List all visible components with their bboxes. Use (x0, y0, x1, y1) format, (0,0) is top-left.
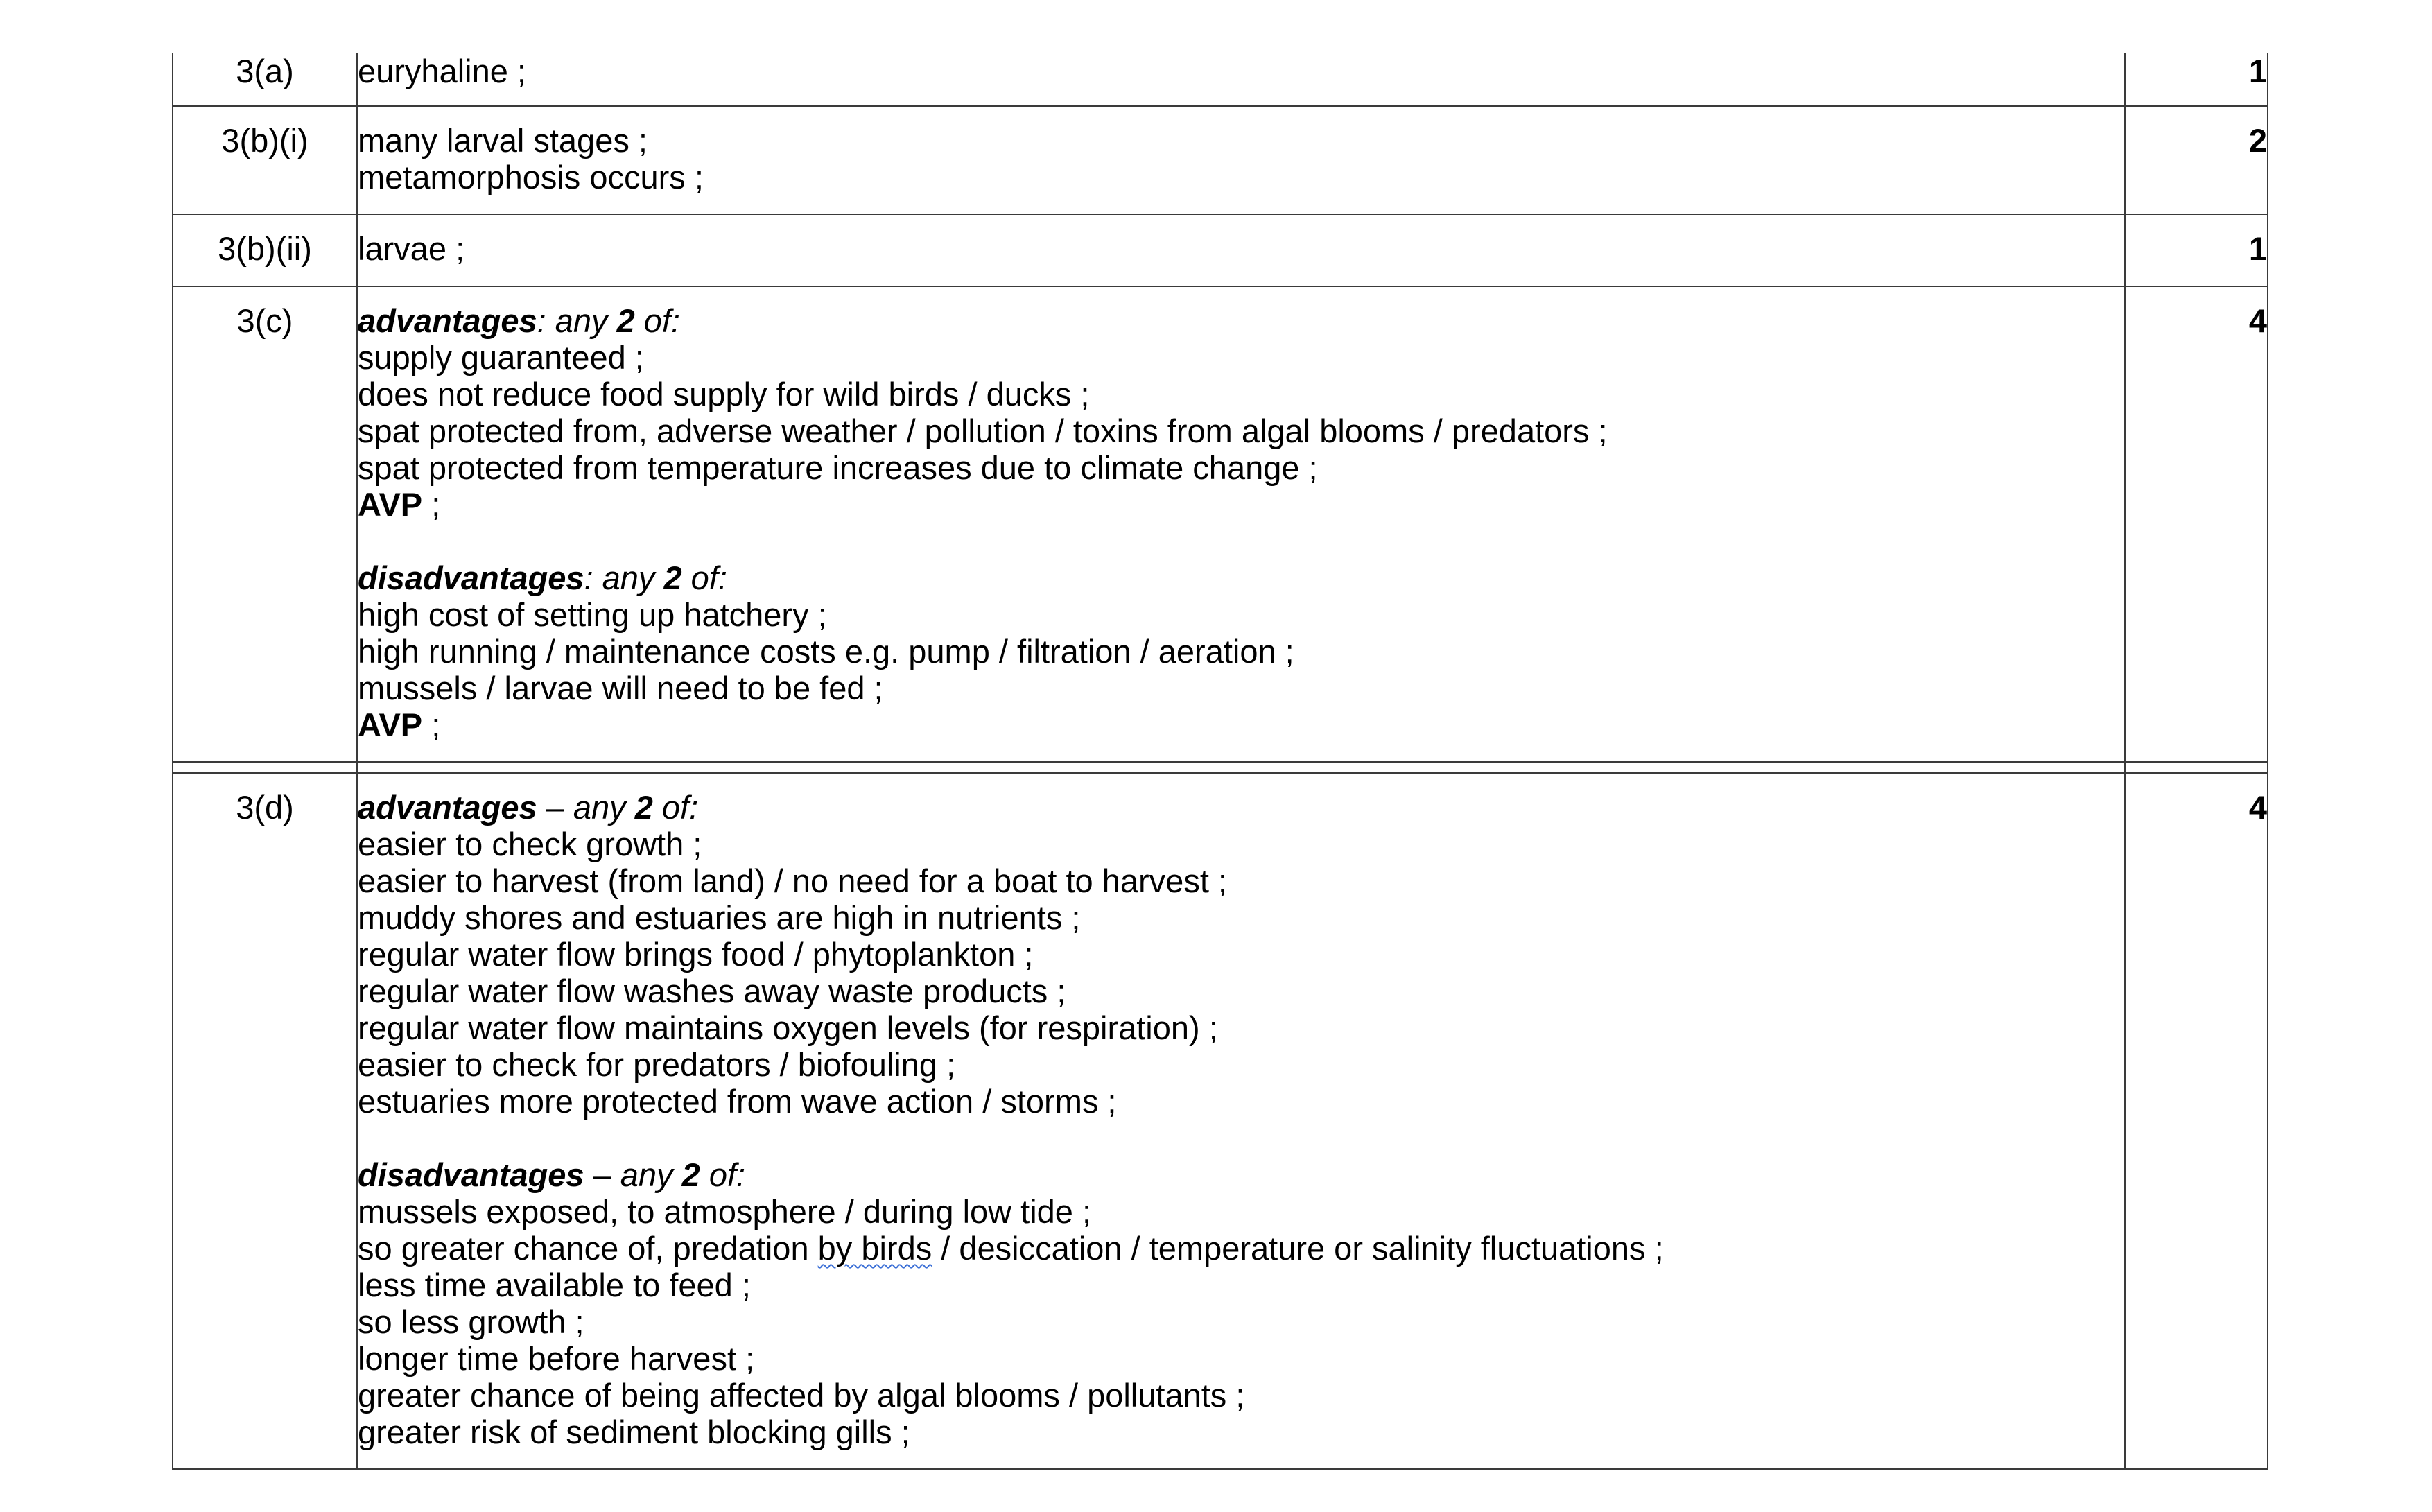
question-number: 3(d) (173, 773, 357, 1469)
answer-line: many larval stages ; (358, 122, 648, 159)
answer-line: regular water flow washes away waste products ; (358, 973, 1066, 1009)
answer-line: euryhaline ; (358, 53, 526, 89)
marks-cell: 1 (2125, 53, 2268, 106)
answer-line: mussels / larvae will need to be fed ; (358, 670, 883, 706)
answer-line: easier to check for predators / biofouling ; (358, 1046, 956, 1083)
answer-line: less time available to feed ; (358, 1267, 751, 1303)
marks-cell: 4 (2125, 286, 2268, 762)
question-number: 3(a) (173, 53, 357, 106)
question-number: 3(c) (173, 286, 357, 762)
answer-line: easier to check growth ; (358, 826, 702, 862)
answer-line: greater chance of being affected by algal blooms / pollutants ; (358, 1377, 1245, 1414)
disadvantages-heading: disadvantages – any 2 of: (358, 1156, 746, 1193)
answer-cell (357, 286, 2125, 762)
marks-cell: 1 (2125, 214, 2268, 286)
answer-line: muddy shores and estuaries are high in nutrients ; (358, 899, 1081, 936)
answer-cell (357, 773, 2125, 1469)
answer-cell (357, 106, 2125, 214)
answer-line: metamorphosis occurs ; (358, 159, 704, 195)
answer-line: larvae ; (358, 230, 465, 267)
answer-line: spat protected from, adverse weather / pollution / toxins from algal blooms / predators ; (358, 412, 1608, 449)
advantages-heading: advantages – any 2 of: (358, 789, 699, 826)
row-3c (173, 286, 2268, 762)
marks-cell: 4 (2125, 773, 2268, 1469)
row-separator (173, 762, 2268, 773)
avp-line: AVP ; (358, 486, 441, 523)
answer-cell (357, 53, 2125, 106)
answer-line: so less growth ; (358, 1303, 584, 1340)
question-number: 3(b)(i) (173, 106, 357, 214)
answer-line: estuaries more protected from wave action / storms ; (358, 1083, 1117, 1120)
marks-cell: 2 (2125, 106, 2268, 214)
row-3bii (173, 214, 2268, 286)
mark-scheme-table (172, 53, 2268, 1470)
answer-line: mussels exposed, to atmosphere / during low tide ; (358, 1193, 1092, 1230)
answer-cell (357, 214, 2125, 286)
grammar-flagged-text: by birds (817, 1230, 932, 1267)
answer-line: regular water flow brings food / phytoplankton ; (358, 936, 1034, 973)
avp-line: AVP ; (358, 706, 441, 743)
row-3d (173, 773, 2268, 1469)
answer-line: does not reduce food supply for wild birds / ducks ; (358, 376, 1090, 412)
answer-line: regular water flow maintains oxygen levels (for respiration) ; (358, 1009, 1218, 1046)
question-number: 3(b)(ii) (173, 214, 357, 286)
advantages-heading: advantages: any 2 of: (358, 302, 681, 339)
answer-line: supply guaranteed ; (358, 339, 644, 376)
answer-line: high cost of setting up hatchery ; (358, 596, 827, 633)
row-3bi (173, 106, 2268, 214)
answer-line: spat protected from temperature increases due to climate change ; (358, 449, 1318, 486)
answer-line: longer time before harvest ; (358, 1340, 755, 1377)
row-3a (173, 53, 2268, 106)
answer-line: greater risk of sediment blocking gills ; (358, 1414, 910, 1450)
answer-line: so greater chance of, predation by birds / desiccation / temperature or salinity fluctuations ; (358, 1230, 1664, 1267)
answer-line: high running / maintenance costs e.g. pump / filtration / aeration ; (358, 633, 1294, 670)
answer-line: easier to harvest (from land) / no need for a boat to harvest ; (358, 862, 1227, 899)
disadvantages-heading: disadvantages: any 2 of: (358, 559, 727, 596)
